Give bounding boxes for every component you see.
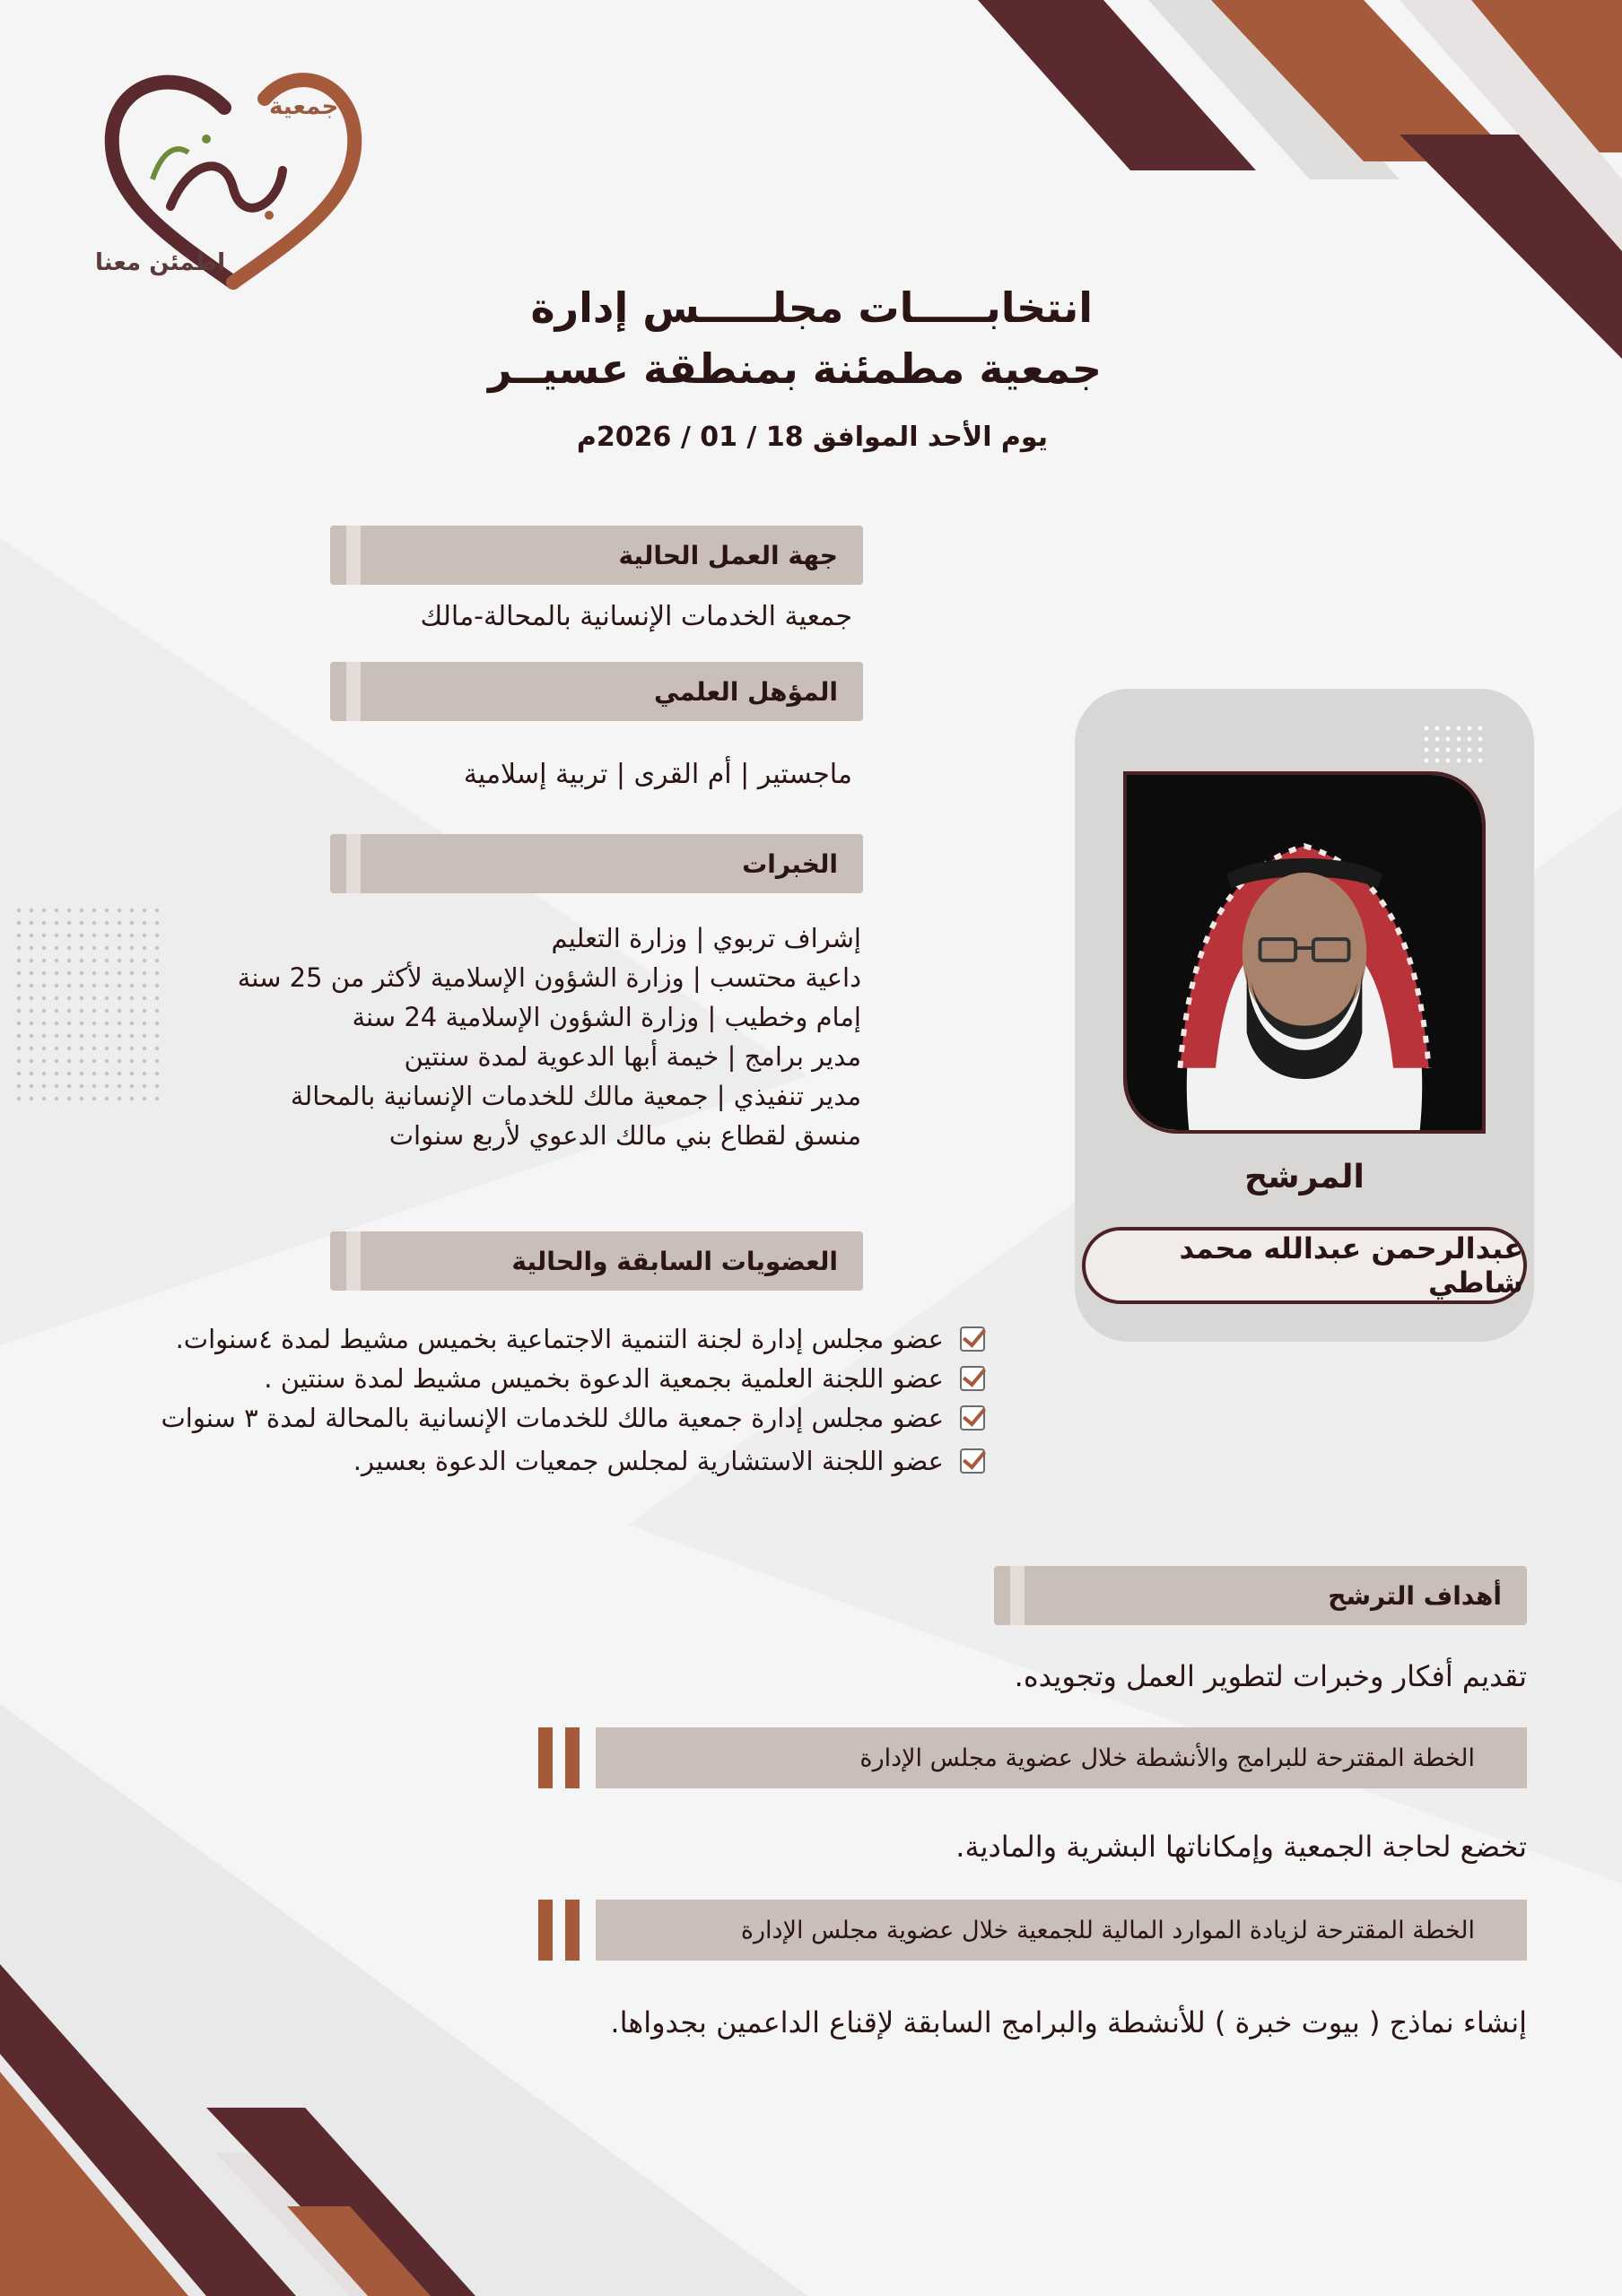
plan-programs-value: تخضع لحاجة الجمعية وإمكاناتها البشرية والمادية. — [955, 1830, 1527, 1864]
page-title-line2: جمعية مطمئنة بمنطقة عسيــر — [487, 344, 1102, 393]
decorative-stripes — [538, 1727, 583, 1788]
experience-item: مدير تنفيذي | جمعية مالك للخدمات الإنسانية بالمحالة — [290, 1081, 861, 1111]
membership-text: عضو اللجنة العلمية بجمعية الدعوة بخميس مشيط لمدة سنتين . — [264, 1363, 944, 1394]
plan-finance-value: إنشاء نماذج ( بيوت خبرة ) للأنشطة والبرامج السابقة لإقناع الداعمين بجدواها. — [610, 2005, 1527, 2039]
experience-item: إمام وخطيب | وزارة الشؤون الإسلامية 24 سنة — [352, 1002, 861, 1032]
membership-item — [353, 1446, 985, 1476]
candidate-label: المرشح — [1244, 1159, 1365, 1196]
membership-item — [176, 1324, 985, 1354]
membership-item — [264, 1363, 985, 1394]
checkbox-checked-icon — [960, 1448, 985, 1474]
page-title-line1: انتخابـــــات مجلـــــس إدارة — [530, 283, 1093, 332]
qualification-value: ماجستير | أم القرى | تربية إسلامية — [463, 759, 852, 790]
section-header-experience: الخبرات — [330, 834, 863, 893]
checkbox-checked-icon — [960, 1366, 985, 1391]
decorative-dot-grid — [1421, 723, 1489, 762]
logo-name-text: جمعية — [269, 93, 339, 120]
membership-text: عضو مجلس إدارة جمعية مالك للخدمات الإنسانية بالمحالة لمدة ٣ سنوات — [161, 1403, 944, 1433]
candidate-photo — [1123, 771, 1486, 1134]
decorative-stripes — [538, 1900, 583, 1961]
decorative-dot-grid — [13, 904, 161, 1109]
logo-slogan: اطمئن معنا — [95, 249, 226, 276]
membership-text: عضو مجلس إدارة لجنة التنمية الاجتماعية بخميس مشيط لمدة ٤سنوات. — [175, 1324, 944, 1354]
experience-item: مدير برامج | خيمة أبها الدعوية لمدة سنتين — [404, 1041, 861, 1072]
goals-value: تقديم أفكار وخبرات لتطوير العمل وتجويده. — [1014, 1659, 1527, 1693]
checkbox-checked-icon — [960, 1405, 985, 1431]
candidate-name: عبدالرحمن عبدالله محمد شاطي — [1082, 1227, 1527, 1304]
membership-item — [161, 1403, 985, 1433]
workplace-value: جمعية الخدمات الإنسانية بالمحالة-مالك — [420, 601, 852, 632]
membership-text: عضو اللجنة الاستشارية لمجلس جمعيات الدعوة بعسير. — [353, 1446, 944, 1476]
experience-item: منسق لقطاع بني مالك الدعوي لأربع سنوات — [388, 1120, 861, 1151]
section-header-plan-programs: الخطة المقترحة للبرامج والأنشطة خلال عضوية مجلس الإدارة — [596, 1727, 1527, 1788]
section-header-goals: أهداف الترشح — [994, 1566, 1527, 1625]
experience-list — [238, 918, 861, 1155]
section-header-workplace: جهة العمل الحالية — [330, 526, 863, 585]
section-header-plan-finance: الخطة المقترحة لزيادة الموارد المالية للجمعية خلال عضوية مجلس الإدارة — [596, 1900, 1527, 1961]
experience-item: داعية محتسب | وزارة الشؤون الإسلامية لأكثر من 25 سنة — [237, 962, 861, 993]
section-header-memberships: العضويات السابقة والحالية — [330, 1231, 863, 1291]
election-date: يوم الأحد الموافق 18 / 01 / 2026م — [576, 422, 1048, 453]
checkbox-checked-icon — [960, 1326, 985, 1352]
experience-item: إشراف تربوي | وزارة التعليم — [551, 923, 861, 953]
section-header-qualification: المؤهل العلمي — [330, 662, 863, 721]
